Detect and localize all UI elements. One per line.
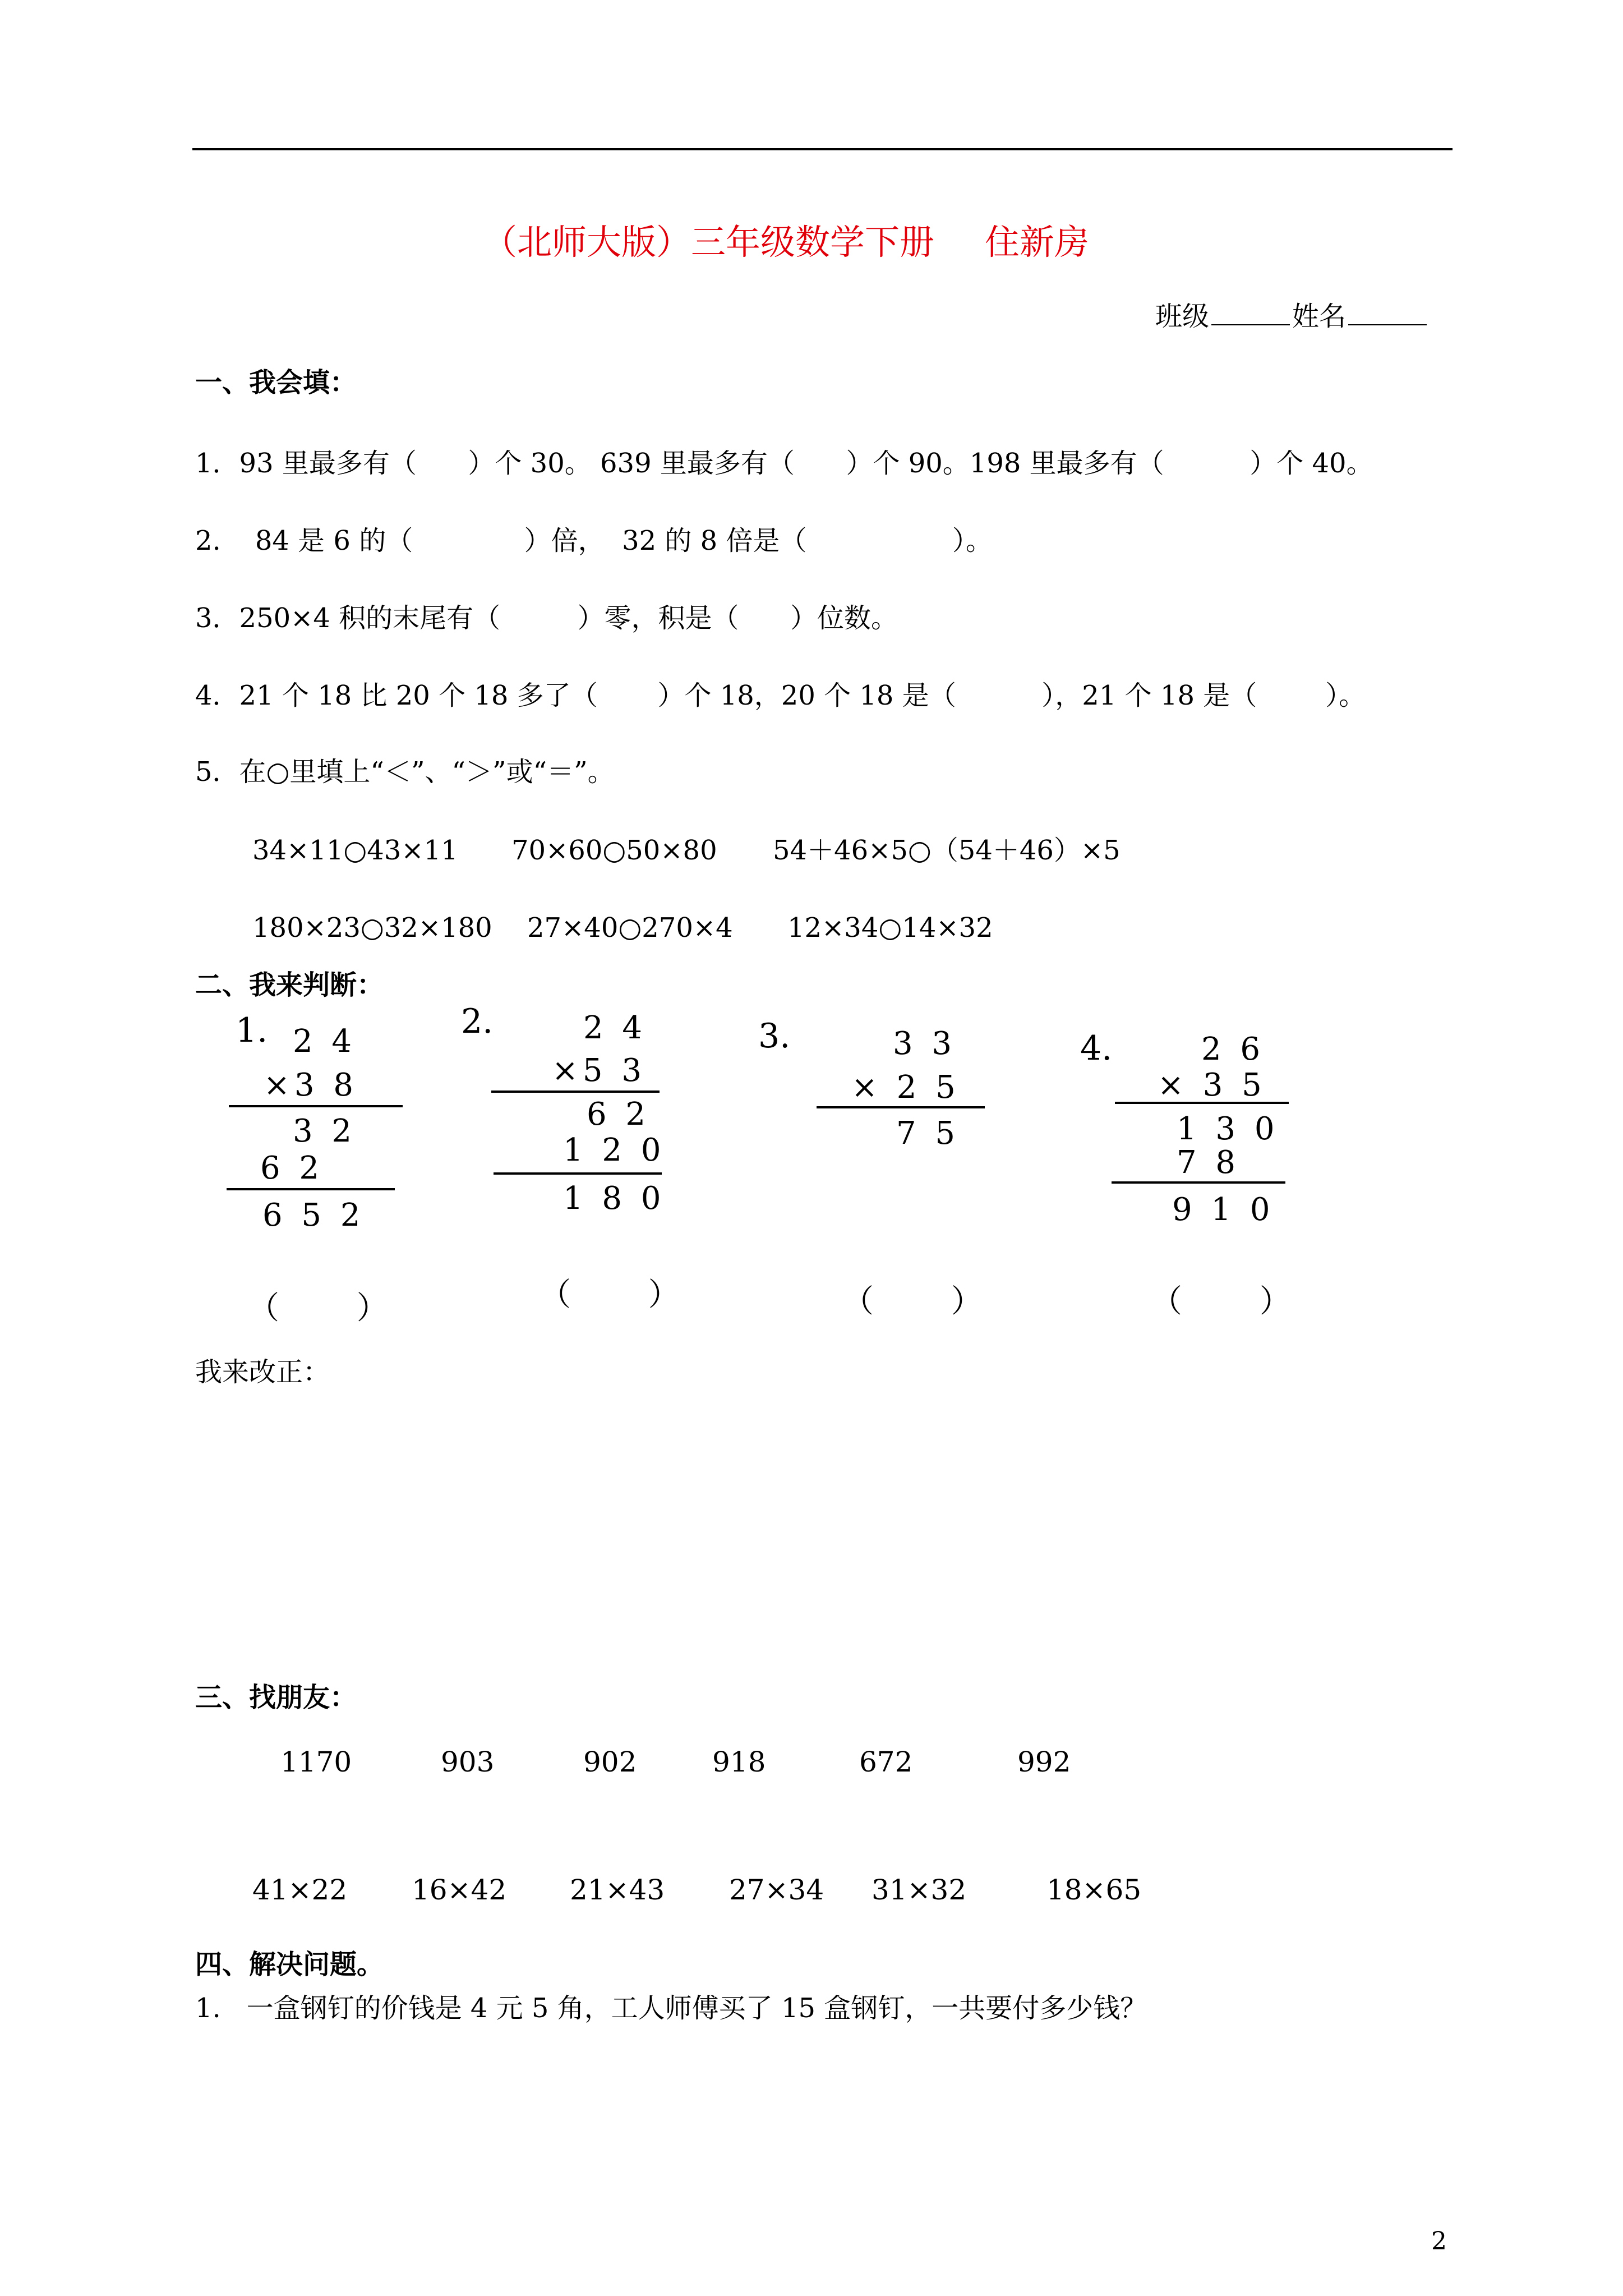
problem4-rule1 [1115,1102,1289,1104]
compare-1-1: 34×11○43×11 [252,835,458,866]
compare-2-1: 180×23○32×180 [252,912,492,944]
problem2-multiplier: ×5 3 [552,1052,646,1089]
problem1-multiplicand: 2 4 [293,1023,357,1060]
compare-1-3: 54＋46×5○（54＋46）×5 [773,835,1121,866]
friend-expr-5: 31×32 [872,1874,967,1906]
problem3-multiplicand: 3 3 [893,1025,957,1062]
header-rule [192,148,1453,150]
class-name-line [1155,300,1429,333]
correction-label: 我来改正： [195,1356,330,1388]
problem3-label: 3. [758,1016,791,1056]
friend-expr-2: 16×42 [412,1874,507,1906]
problem1-rule2 [227,1188,395,1190]
q4-text: 4．21 个 18 比 20 个 18 多了（ ）个 18，20 个 18 是（ ），21 个 18 是（ ）。 [195,680,1366,711]
problem3-rule1 [817,1106,985,1108]
q2-text: 2. 84 是 6 的（ ）倍， 32 的 8 倍是（ ）。 [195,525,993,556]
class-blank[interactable] [1211,300,1290,325]
problem1-partial2: 6 2 [260,1150,324,1186]
problem4-partial2: 7 8 [1177,1144,1241,1181]
friend-number-2: 903 [441,1746,495,1778]
problem4-partial1: 1 3 0 [1177,1111,1279,1147]
problem4-multiplicand: 2 6 [1201,1031,1265,1068]
problem1-label: 1. [236,1011,268,1050]
problem1-result: 6 5 2 [262,1197,365,1234]
compare-1-2: 70×60○50×80 [511,835,717,866]
friend-number-1: 1170 [280,1746,352,1778]
friend-number-3: 902 [583,1746,637,1778]
problem1-rule1 [229,1105,403,1107]
friend-number-5: 672 [859,1746,913,1778]
problem2-rule1 [491,1091,660,1093]
section4-heading: 四、解决问题。 [195,1949,384,1980]
problem3-multiplier: × 2 5 [851,1069,960,1106]
title-main: （北师大版）三年级数学下册 [482,222,935,263]
section3-heading: 三、找朋友： [195,1682,357,1713]
page-number: 2 [1431,2227,1447,2256]
problem2-rule2 [494,1172,662,1175]
problem1-partial1: 3 2 [293,1113,357,1149]
problem2-result: 1 8 0 [563,1180,666,1217]
problem4-rule2 [1112,1181,1285,1184]
compare-2-2: 27×40○270×4 [527,912,733,944]
problem4-multiplier: × 3 5 [1158,1067,1266,1103]
friend-expr-4: 27×34 [729,1874,824,1906]
section2-heading: 二、我来判断： [195,969,384,1001]
problem2-label: 2. [461,1002,494,1041]
class-label: 班级 [1155,301,1210,332]
problem-solve-1: 1. 一盒钢钉的价钱是 4 元 5 角，工人师傅买了 15 盒钢钉，一共要付多少钱？ [195,1993,1147,2024]
judge-paren-3[interactable]: （ ） [842,1283,1016,1320]
judge-paren-1[interactable]: （ ） [248,1290,422,1327]
problem4-label: 4. [1080,1029,1113,1068]
title-sub: 住新房 [985,222,1090,263]
section1-heading: 一、我会填： [195,367,357,398]
compare-2-3: 12×34○14×32 [787,912,993,944]
judge-paren-2[interactable]: （ ） [540,1277,713,1313]
friend-expr-3: 21×43 [570,1874,665,1906]
q5-text: 5．在○里填上“＜”、“＞”或“＝”。 [195,756,615,788]
problem1-multiplier: ×3 8 [264,1067,358,1103]
problem3-result: 7 5 [896,1115,960,1152]
friend-number-6: 992 [1017,1746,1071,1778]
friend-number-4: 918 [712,1746,766,1778]
problem2-multiplicand: 2 4 [583,1010,647,1046]
q1-text: 1．93 里最多有（ ）个 30。 639 里最多有（ ）个 90。198 里最多有（ ）个 40。 [195,448,1373,479]
worksheet-title [482,221,1089,264]
name-label: 姓名 [1292,301,1347,332]
judge-paren-4[interactable]: （ ） [1151,1283,1325,1320]
problem2-partial1: 6 2 [587,1096,651,1133]
name-blank[interactable] [1348,300,1427,325]
q3-text: 3．250×4 积的末尾有（ ）零，积是（ ）位数。 [195,602,898,634]
problem4-result: 9 1 0 [1172,1191,1275,1228]
problem2-partial2: 1 2 0 [563,1132,666,1168]
friend-expr-6: 18×65 [1046,1874,1142,1906]
friend-expr-1: 41×22 [252,1874,348,1906]
